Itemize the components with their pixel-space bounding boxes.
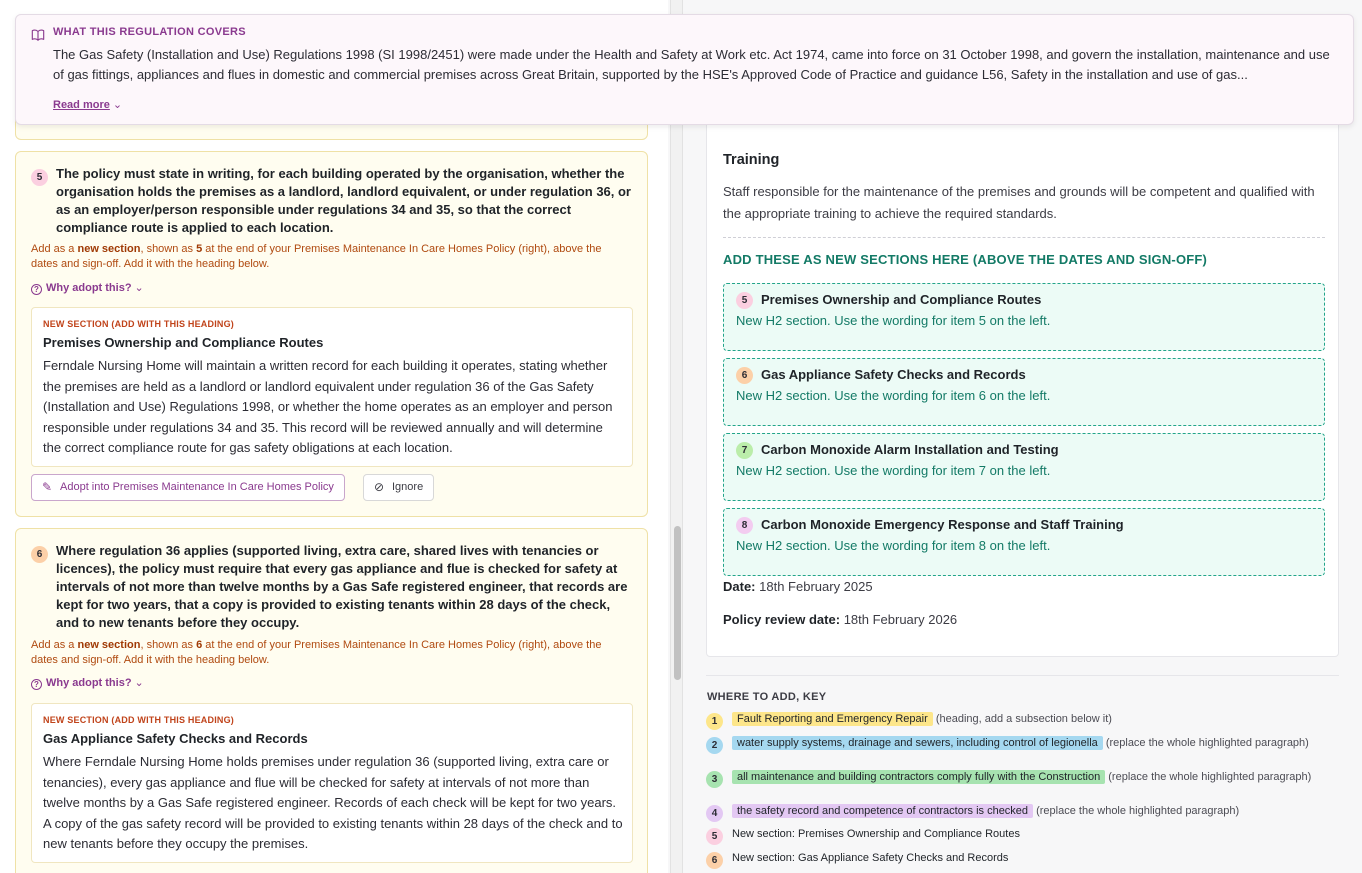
placement-instructions: Add as a new section, shown as 5 at the end of your Premises Maintenance In Care Homes Policy (right), above the dates and sign-off. Add it with the heading below.	[31, 243, 602, 270]
why-adopt-toggle[interactable]: ? Why adopt this? ⌄	[31, 676, 144, 690]
new-section-slot-7	[723, 433, 1325, 501]
item-number-badge: 2	[706, 737, 723, 754]
new-section-preview	[31, 307, 633, 467]
recommendations-panel	[0, 0, 668, 873]
slot-instructions: New H2 section. Use the wording for item 7 on the left.	[736, 463, 1051, 478]
key-highlight: Fault Reporting and Emergency Repair	[732, 712, 933, 726]
item-number-badge: 1	[706, 713, 723, 730]
key-highlight: all maintenance and building contractors comply fully with the Construction	[732, 770, 1105, 784]
slot-title: Carbon Monoxide Alarm Installation and Testing	[761, 442, 1059, 457]
policy-document	[706, 110, 1339, 657]
item-number-badge: 5	[31, 169, 48, 186]
eye-off-icon: ⊘	[374, 480, 385, 494]
key-highlight: the safety record and competence of contractors is checked	[732, 804, 1033, 818]
new-section-slot-8	[723, 508, 1325, 576]
new-section-title: Gas Appliance Safety Checks and Records	[43, 731, 308, 746]
help-icon: ?	[31, 679, 42, 690]
banner-title: WHAT THIS REGULATION COVERS	[53, 26, 246, 38]
item-number-badge: 6	[31, 546, 48, 563]
key-note: (replace the whole highlighted paragraph)	[1108, 771, 1312, 783]
key-plain-text: New section: Gas Appliance Safety Checks and Records	[732, 852, 1009, 864]
item-number-badge: 3	[706, 771, 723, 788]
key-note: (replace the whole highlighted paragraph)	[1105, 737, 1309, 749]
key-note: (heading, add a subsection below it)	[935, 713, 1112, 725]
new-section-slot-5	[723, 283, 1325, 351]
recommendation-card-5	[15, 151, 648, 517]
requirement-text: The policy must state in writing, for each building operated by the organisation, whether the organisation holds the premises as a landlord, landlord equivalent, or under regulation 36, or as an employer/person responsible under regulations 34 and 35, so that the correct compliance route is applied to each location.	[56, 166, 631, 235]
slot-instructions: New H2 section. Use the wording for item 8 on the left.	[736, 538, 1051, 553]
slot-instructions: New H2 section. Use the wording for item 5 on the left.	[736, 313, 1051, 328]
regulation-summary-banner	[15, 14, 1354, 125]
new-section-label: NEW SECTION (ADD WITH THIS HEADING)	[43, 319, 234, 329]
recommendation-card-6	[15, 528, 648, 873]
new-section-label: NEW SECTION (ADD WITH THIS HEADING)	[43, 715, 234, 725]
placement-instructions: Add as a new section, shown as 6 at the end of your Premises Maintenance In Care Homes Policy (right), above the dates and sign-off. Add it with the heading below.	[31, 639, 602, 666]
edit-doc-icon: ✎	[42, 480, 53, 494]
banner-summary-text: The Gas Safety (Installation and Use) Regulations 1998 (SI 1998/2451) were made under the Health and Safety at Work etc. Act 1974, came into force on 31 October 1998, and govern the installation, maintenance and use of gas fittings, appliances and flues in domestic and commercial premises across Great Britain, supported by the HSE's Approved Code of Practice and guidance L56, Safety in the installation and use of gas...	[53, 47, 1330, 82]
book-open-icon	[31, 28, 45, 42]
item-number-badge: 7	[736, 442, 753, 459]
chevron-down-icon: ⌄	[134, 282, 144, 294]
help-icon: ?	[31, 284, 42, 295]
policy-document-panel	[684, 0, 1362, 873]
scrollbar-thumb[interactable]	[674, 526, 681, 680]
where-to-add-key	[706, 675, 1339, 866]
key-highlight: water supply systems, drainage and sewers, including control of legionella	[732, 736, 1103, 750]
key-title: WHERE TO ADD, KEY	[707, 691, 827, 703]
item-number-badge: 5	[736, 292, 753, 309]
adopt-button[interactable]: ✎ Adopt into Premises Maintenance In Care Homes Policy	[31, 474, 345, 501]
item-number-badge: 8	[736, 517, 753, 534]
ignore-button[interactable]: ⊘ Ignore	[363, 474, 434, 501]
requirement-text: Where regulation 36 applies (supported living, extra care, shared lives with tenancies or licences), the policy must require that every gas appliance and flue is checked for safety at intervals of not more than twelve months by a Gas Safe registered engineer, that records are kept for two years, that a copy is provided to existing tenants within 28 days of the check, and to new tenants before they occupy.	[56, 543, 628, 630]
slot-instructions: New H2 section. Use the wording for item 6 on the left.	[736, 388, 1051, 403]
section-heading: Training	[723, 152, 780, 168]
item-number-badge: 5	[706, 828, 723, 845]
divider	[723, 237, 1325, 238]
add-sections-heading: ADD THESE AS NEW SECTIONS HERE (ABOVE THE DATES AND SIGN-OFF)	[723, 252, 1208, 267]
slot-title: Premises Ownership and Compliance Routes	[761, 292, 1042, 307]
new-section-preview	[31, 703, 633, 863]
section-paragraph: Staff responsible for the maintenance of the premises and grounds will be competent and qualified with the appropriate training to achieve the required standards.	[723, 184, 1315, 221]
item-number-badge: 6	[736, 367, 753, 384]
slot-title: Carbon Monoxide Emergency Response and Staff Training	[761, 517, 1124, 532]
left-panel-scrollbar[interactable]	[670, 0, 683, 873]
read-more-link[interactable]: Read more ⌄	[53, 99, 123, 111]
policy-review-date: Policy review date: 18th February 2026	[723, 612, 958, 627]
new-section-body: Where Ferndale Nursing Home holds premises under regulation 36 (supported living, extra care or tenancies), every gas appliance and flue will be checked for safety at intervals of not more than twelve months by a Gas Safe registered engineer. Records of each check will be kept for two years. A copy of the gas safety record will be provided to existing tenants within 28 days of the check and to new tenants before they occupy the premises.	[43, 754, 623, 851]
item-number-badge: 4	[706, 805, 723, 822]
new-section-title: Premises Ownership and Compliance Routes	[43, 335, 324, 350]
policy-date: Date: 18th February 2025	[723, 579, 873, 594]
new-section-slot-6	[723, 358, 1325, 426]
slot-title: Gas Appliance Safety Checks and Records	[761, 367, 1026, 382]
chevron-down-icon: ⌄	[134, 677, 144, 689]
key-note: (replace the whole highlighted paragraph)	[1036, 805, 1240, 817]
why-adopt-toggle[interactable]: ? Why adopt this? ⌄	[31, 281, 144, 295]
item-number-badge: 6	[706, 852, 723, 869]
new-section-body: Ferndale Nursing Home will maintain a written record for each building it operates, stating whether the premises are held as a landlord or landlord equivalent under regulation 36 of the Gas Safety (Installation and Use) Regulations 1998, or whether the home operates as an employer and person responsible under regulations 34 and 35. This record will be reviewed annually and will determine the correct compliance route for gas safety obligations at each location.	[43, 358, 613, 455]
chevron-down-icon: ⌄	[112, 99, 123, 111]
key-plain-text: New section: Premises Ownership and Compliance Routes	[732, 828, 1020, 840]
